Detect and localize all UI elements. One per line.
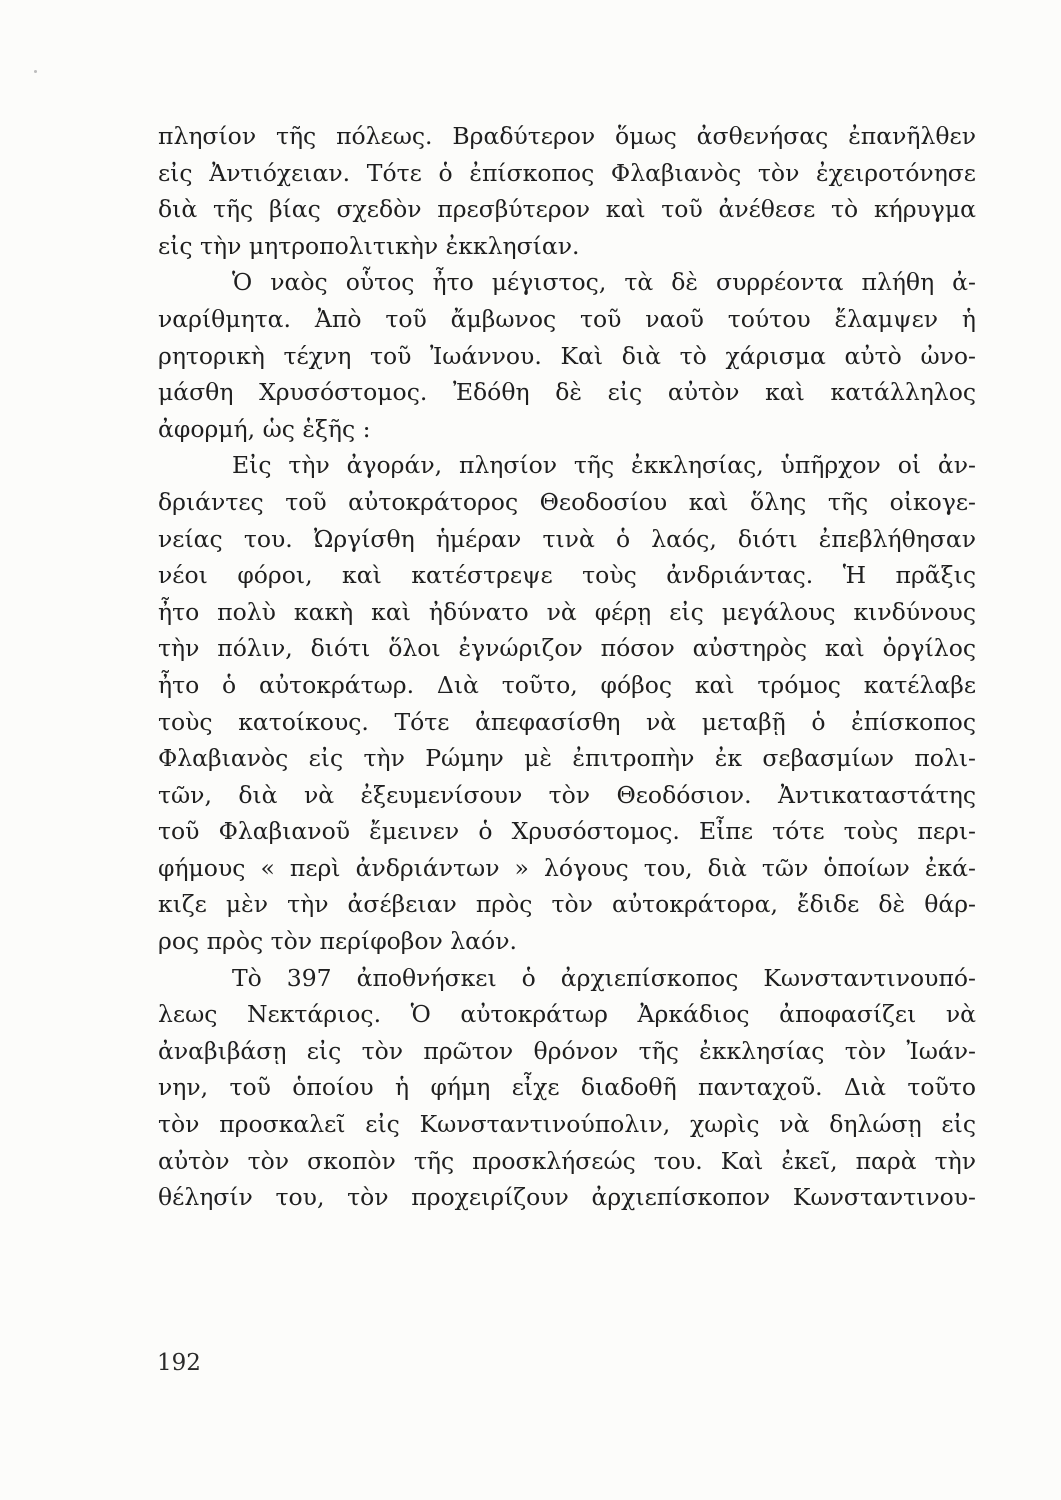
text-line: τοῦ Φλαβιανοῦ ἔμεινεν ὁ Χρυσόστομος. Εἶπε τότε τοὺς περι- <box>158 817 976 846</box>
body-text <box>158 118 976 1216</box>
text-line: τὴν πόλιν, διότι ὅλοι ἐγνώριζον πόσον αὐστηρὸς καὶ ὀργίλος <box>158 634 976 663</box>
text-line: ἦτο πολὺ κακὴ καὶ ἠδύνατο νὰ φέρῃ εἰς μεγάλους κινδύνους <box>158 597 976 626</box>
text-line: νέοι φόροι, καὶ κατέστρεψε τοὺς ἀνδριάντας. Ἡ πρᾶξις <box>158 561 976 590</box>
text-line: κιζε μὲν τὴν ἀσέβειαν πρὸς τὸν αὐτοκράτορα, ἔδιδε δὲ θάρ- <box>158 890 976 919</box>
text-line: διὰ τῆς βίας σχεδὸν πρεσβύτερον καὶ τοῦ ἀνέθεσε τὸ κήρυγμα <box>158 195 976 224</box>
text-line: ναρίθμητα. Ἀπὸ τοῦ ἄμβωνος τοῦ ναοῦ τούτου ἔλαμψεν ἡ <box>158 304 976 333</box>
text-line: θέλησίν του, τὸν προχειρίζουν ἀρχιεπίσκοπον Κωνσταντινου- <box>158 1183 976 1212</box>
text-line: αὐτὸν τὸν σκοπὸν τῆς προσκλήσεώς του. Καὶ ἐκεῖ, παρὰ τὴν <box>158 1146 976 1175</box>
text-line: μάσθη Χρυσόστομος. Ἐδόθη δὲ εἰς αὐτὸν καὶ κατάλληλος <box>158 378 976 407</box>
text-line: τὸν προσκαλεῖ εἰς Κωνσταντινούπολιν, χωρὶς νὰ δηλώσῃ εἰς <box>158 1110 976 1139</box>
text-line: φήμους « περὶ ἀνδριάντων » λόγους του, διὰ τῶν ὁποίων ἐκά- <box>158 853 976 882</box>
text-line: ἦτο ὁ αὐτοκράτωρ. Διὰ τοῦτο, φόβος καὶ τρόμος κατέλαβε <box>158 670 976 699</box>
text-line: νείας του. Ὠργίσθη ἡμέραν τινὰ ὁ λαός, διότι ἐπεβλήθησαν <box>158 524 976 553</box>
text-line: ἀναβιβάσῃ εἰς τὸν πρῶτον θρόνον τῆς ἐκκλησίας τὸν Ἰωάν- <box>158 1036 976 1065</box>
text-line: τῶν, διὰ νὰ ἐξευμενίσουν τὸν Θεοδόσιον. Ἀντικαταστάτης <box>158 780 976 809</box>
page-number: 192 <box>157 1350 201 1376</box>
text-line: Τὸ 397 ἀποθνήσκει ὁ ἀρχιεπίσκοπος Κωνσταντινουπό- <box>232 963 976 992</box>
text-line: Εἰς τὴν ἀγοράν, πλησίον τῆς ἐκκλησίας, ὑπῆρχον οἱ ἀν- <box>232 451 976 480</box>
paper-speck <box>34 70 37 73</box>
text-line: ρητορικὴ τέχνη τοῦ Ἰωάννου. Καὶ διὰ τὸ χάρισμα αὐτὸ ὠνο- <box>158 341 976 370</box>
text-line: ρος πρὸς τὸν περίφοβον λαόν. <box>158 927 517 956</box>
text-line: πλησίον τῆς πόλεως. Βραδύτερον ὅμως ἀσθενήσας ἐπανῆλθεν <box>158 122 976 150</box>
text-line: νην, τοῦ ὁποίου ἡ φήμη εἶχε διαδοθῆ πανταχοῦ. Διὰ τοῦτο <box>158 1073 976 1102</box>
text-line: λεως Νεκτάριος. Ὁ αὐτοκράτωρ Ἀρκάδιος ἀποφασίζει νὰ <box>158 1000 976 1029</box>
text-line: τοὺς κατοίκους. Τότε ἀπεφασίσθη νὰ μεταβῇ ὁ ἐπίσκοπος <box>158 707 976 736</box>
text-line: δριάντες τοῦ αὐτοκράτορος Θεοδοσίου καὶ ὅλης τῆς οἰκογε- <box>158 487 976 516</box>
text-line: Φλαβιανὸς εἰς τὴν Ρώμην μὲ ἐπιτροπὴν ἐκ σεβασμίων πολι- <box>158 744 976 773</box>
text-line: εἰς Ἀντιόχειαν. Τότε ὁ ἐπίσκοπος Φλαβιανὸς τὸν ἐχειροτόνησε <box>158 158 976 187</box>
text-line: ἀφορμή, ὡς ἑξῆς : <box>158 414 371 443</box>
text-line: εἰς τὴν μητροπολιτικὴν ἐκκλησίαν. <box>158 231 580 260</box>
text-line: Ὁ ναὸς οὗτος ἦτο μέγιστος, τὰ δὲ συρρέοντα πλήθη ἀ- <box>232 268 976 297</box>
